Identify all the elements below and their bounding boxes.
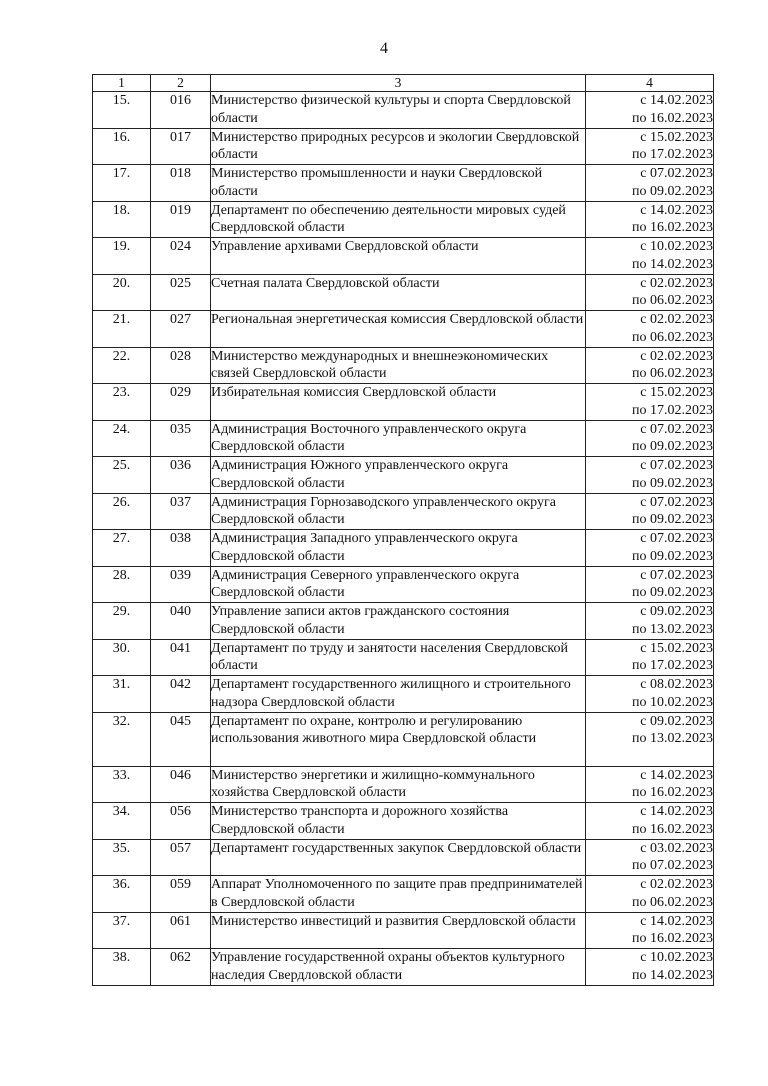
row-period [586,603,714,640]
period-start: с 09.02.2023 [640,713,713,729]
row-period [586,347,714,384]
row-code: 025 [151,274,211,311]
row-code: 036 [151,457,211,494]
row-number: 16. [93,128,151,165]
period-end: по 06.02.2023 [632,293,713,308]
table-row [93,457,714,494]
period-end: по 06.02.2023 [632,329,713,345]
period-end: по 09.02.2023 [632,475,713,491]
row-code: 057 [151,839,211,876]
period-start: с 07.02.2023 [640,531,713,546]
row-organization: Департамент по труду и занятости населения Свердловской области [211,639,586,676]
period-start: с 14.02.2023 [640,913,713,929]
row-number: 24. [93,420,151,457]
row-organization: Министерство промышленности и науки Свердловской области [211,165,586,202]
row-number: 20. [93,274,151,311]
period-start: с 02.02.2023 [640,312,713,327]
row-period [586,274,714,311]
row-code: 037 [151,493,211,530]
row-period [586,639,714,676]
row-organization: Департамент по охране, контролю и регулированию использования животного мира Свердловской области [211,712,586,766]
row-organization: Департамент по обеспечению деятельности мировых судей Свердловской области [211,201,586,238]
table-row [93,530,714,567]
row-code: 045 [151,712,211,766]
period-end: по 17.02.2023 [632,402,713,418]
row-period [586,712,714,766]
row-number: 38. [93,949,151,986]
table-row [93,201,714,238]
period-end: по 17.02.2023 [632,147,713,162]
row-code: 038 [151,530,211,567]
table-row [93,803,714,840]
row-organization: Министерство инвестиций и развития Свердловской области [211,912,586,949]
row-period [586,238,714,275]
table-row [93,603,714,640]
period-end: по 17.02.2023 [632,658,713,673]
table-row [93,274,714,311]
table-row [93,493,714,530]
row-organization: Администрация Восточного управленческого округа Свердловской области [211,420,586,457]
row-number: 29. [93,603,151,640]
period-end: по 09.02.2023 [632,548,713,564]
table-row [93,876,714,913]
period-end: по 14.02.2023 [632,256,713,272]
row-code: 046 [151,766,211,803]
table-row [93,384,714,421]
period-end: по 09.02.2023 [632,512,713,527]
row-period [586,457,714,494]
period-start: с 03.02.2023 [640,840,713,856]
schedule-table [92,74,714,986]
table-row [93,128,714,165]
row-number: 31. [93,676,151,713]
period-start: с 14.02.2023 [640,202,713,218]
row-organization: Администрация Северного управленческого округа Свердловской области [211,566,586,603]
period-end: по 16.02.2023 [632,931,713,946]
table-row [93,839,714,876]
row-code: 059 [151,876,211,913]
period-start: с 14.02.2023 [640,767,713,783]
table-row [93,639,714,676]
period-start: с 02.02.2023 [640,877,713,892]
table-row [93,92,714,129]
row-organization: Министерство транспорта и дорожного хозяйства Свердловской области [211,803,586,840]
row-number: 36. [93,876,151,913]
table-row [93,676,714,713]
period-start: с 07.02.2023 [640,494,713,510]
period-end: по 16.02.2023 [632,110,713,126]
column-header-2: 2 [151,75,211,92]
column-header-3: 3 [211,75,586,92]
row-number: 15. [93,92,151,129]
period-start: с 07.02.2023 [640,458,713,473]
row-organization: Администрация Западного управленческого округа Свердловской области [211,530,586,567]
table-row [93,347,714,384]
table-row [93,420,714,457]
row-organization: Министерство физической культуры и спорта Свердловской области [211,92,586,129]
table-header-row [93,75,714,92]
row-organization: Министерство энергетики и жилищно-коммунального хозяйства Свердловской области [211,766,586,803]
period-start: с 14.02.2023 [640,804,713,819]
row-period [586,420,714,457]
period-end: по 16.02.2023 [632,821,713,837]
row-number: 26. [93,493,151,530]
period-end: по 06.02.2023 [632,894,713,910]
column-header-4: 4 [586,75,714,92]
row-code: 042 [151,676,211,713]
period-end: по 13.02.2023 [632,731,713,746]
table-row [93,311,714,348]
row-period [586,912,714,949]
row-code: 024 [151,238,211,275]
period-start: с 15.02.2023 [640,385,713,400]
row-number: 27. [93,530,151,567]
period-start: с 02.02.2023 [640,348,713,364]
row-organization: Министерство международных и внешнеэкономических связей Свердловской области [211,347,586,384]
row-number: 18. [93,201,151,238]
row-organization: Министерство природных ресурсов и экологии Свердловской области [211,128,586,165]
row-number: 22. [93,347,151,384]
row-number: 25. [93,457,151,494]
period-end: по 14.02.2023 [632,967,713,983]
row-code: 019 [151,201,211,238]
row-period [586,311,714,348]
table-row [93,165,714,202]
row-period [586,92,714,129]
row-code: 040 [151,603,211,640]
row-number: 33. [93,766,151,803]
row-organization: Администрация Горнозаводского управленческого округа Свердловской области [211,493,586,530]
row-number: 19. [93,238,151,275]
row-code: 035 [151,420,211,457]
row-period [586,384,714,421]
row-organization: Управление архивами Свердловской области [211,238,586,275]
row-period [586,128,714,165]
column-header-1: 1 [93,75,151,92]
row-code: 041 [151,639,211,676]
row-code: 061 [151,912,211,949]
row-code: 028 [151,347,211,384]
row-organization: Департамент государственных закупок Свердловской области [211,839,586,876]
period-end: по 09.02.2023 [632,439,713,454]
row-period [586,803,714,840]
page-number: 4 [380,40,388,57]
row-number: 34. [93,803,151,840]
row-number: 23. [93,384,151,421]
period-start: с 07.02.2023 [640,567,713,583]
table-row [93,766,714,803]
row-period [586,165,714,202]
row-number: 37. [93,912,151,949]
table-row [93,712,714,766]
row-code: 018 [151,165,211,202]
period-end: по 06.02.2023 [632,366,713,381]
table-row [93,566,714,603]
row-code: 056 [151,803,211,840]
period-start: с 10.02.2023 [640,239,713,254]
row-organization: Избирательная комиссия Свердловской области [211,384,586,421]
row-period [586,493,714,530]
period-start: с 08.02.2023 [640,677,713,692]
row-period [586,566,714,603]
period-start: с 10.02.2023 [640,950,713,965]
period-end: по 10.02.2023 [632,694,713,710]
row-organization: Аппарат Уполномоченного по защите прав предпринимателей в Свердловской области [211,876,586,913]
row-organization: Управление государственной охраны объектов культурного наследия Свердловской области [211,949,586,986]
row-organization: Администрация Южного управленческого округа Свердловской области [211,457,586,494]
row-organization: Счетная палата Свердловской области [211,274,586,311]
row-organization: Управление записи актов гражданского состояния Свердловской области [211,603,586,640]
row-code: 062 [151,949,211,986]
row-period [586,676,714,713]
table-row [93,238,714,275]
row-number: 30. [93,639,151,676]
table-row [93,912,714,949]
period-end: по 13.02.2023 [632,621,713,637]
row-code: 017 [151,128,211,165]
period-end: по 16.02.2023 [632,785,713,800]
row-code: 027 [151,311,211,348]
row-organization: Региональная энергетическая комиссия Свердловской области [211,311,586,348]
period-start: с 02.02.2023 [640,275,713,291]
period-start: с 15.02.2023 [640,640,713,656]
row-organization: Департамент государственного жилищного и строительного надзора Свердловской области [211,676,586,713]
period-start: с 07.02.2023 [640,166,713,181]
row-code: 029 [151,384,211,421]
row-number: 21. [93,311,151,348]
period-end: по 16.02.2023 [632,220,713,235]
row-period [586,201,714,238]
row-period [586,530,714,567]
row-code: 016 [151,92,211,129]
row-number: 28. [93,566,151,603]
row-number: 35. [93,839,151,876]
row-period [586,839,714,876]
row-period [586,766,714,803]
row-number: 17. [93,165,151,202]
table-row [93,949,714,986]
period-start: с 07.02.2023 [640,421,713,437]
period-start: с 15.02.2023 [640,129,713,145]
period-end: по 09.02.2023 [632,585,713,600]
row-period [586,949,714,986]
period-end: по 09.02.2023 [632,183,713,199]
period-start: с 09.02.2023 [640,604,713,619]
row-code: 039 [151,566,211,603]
row-number: 32. [93,712,151,766]
period-start: с 14.02.2023 [640,93,713,108]
row-period [586,876,714,913]
period-end: по 07.02.2023 [632,858,713,873]
